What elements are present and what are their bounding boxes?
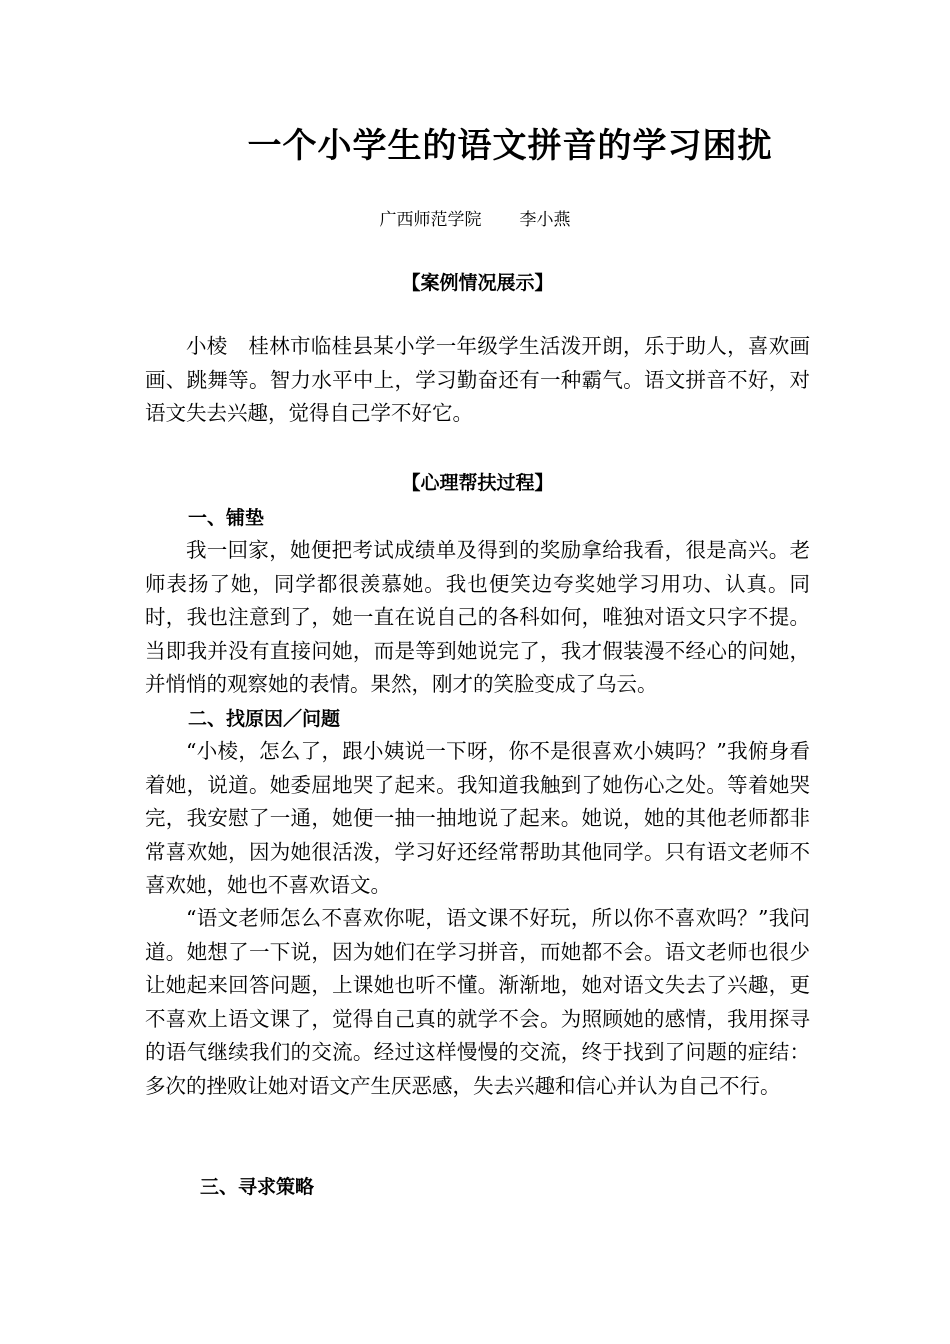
case-paragraph: 小棱 桂林市临桂县某小学一年级学生活泼开朗，乐于助人，喜欢画画、跳舞等。智力水平中上，学习勤奋还有一种霸气。语文拼音不好，对语文失去兴趣，觉得自己学不好它。	[145, 334, 810, 425]
author-affiliation: 广西师范学院	[379, 210, 482, 230]
subheading-find-cause: 二、找原因／问题	[188, 708, 341, 730]
document-title: 一个小学生的语文拼音的学习困扰	[247, 126, 773, 166]
subheading-strategy: 三、寻求策略	[200, 1176, 315, 1198]
find-cause-paragraph-1: “小棱，怎么了，跟小姨说一下呀，你不是很喜欢小姨吗？”我俯身看着她，说道。她委屈地哭了起来。我知道我触到了她伤心之处。等着她哭完，我安慰了一通，她便一抽一抽地说了起来。她说，她的其他老师都非常喜欢她，因为她很活泼，学习好还经常帮助其他同学。只有语文老师不喜欢她，她也不喜欢语文。	[145, 739, 810, 897]
subheading-groundwork: 一、铺垫	[188, 507, 265, 529]
author-byline	[0, 205, 950, 230]
groundwork-paragraph: 我一回家，她便把考试成绩单及得到的奖励拿给我看，很是高兴。老师表扬了她，同学都很羡慕她。我也便笑边夸奖她学习用功、认真。同时，我也注意到了，她一直在说自己的各科如何，唯独对语文只字不提。当即我并没有直接问她，而是等到她说完了，我才假装漫不经心的问她，并悄悄的观察她的表情。果然，刚才的笑脸变成了乌云。	[145, 538, 810, 696]
section-heading-process: 【心理帮扶过程】	[401, 472, 554, 494]
section-heading-case: 【案例情况展示】	[401, 272, 554, 294]
author-name: 李小燕	[519, 210, 571, 230]
find-cause-paragraph-2: “语文老师怎么不喜欢你呢，语文课不好玩，所以你不喜欢吗？”我问道。她想了一下说，因为她们在学习拼音，而她都不会。语文老师也很少让她起来回答问题，上课她也听不懂。渐渐地，她对语文失去了兴趣，更不喜欢上语文课了，觉得自己真的就学不会。为照顾她的感情，我用探寻的语气继续我们的交流。经过这样慢慢的交流，终于找到了问题的症结：多次的挫败让她对语文产生厌恶感，失去兴趣和信心并认为自己不行。	[145, 906, 810, 1098]
